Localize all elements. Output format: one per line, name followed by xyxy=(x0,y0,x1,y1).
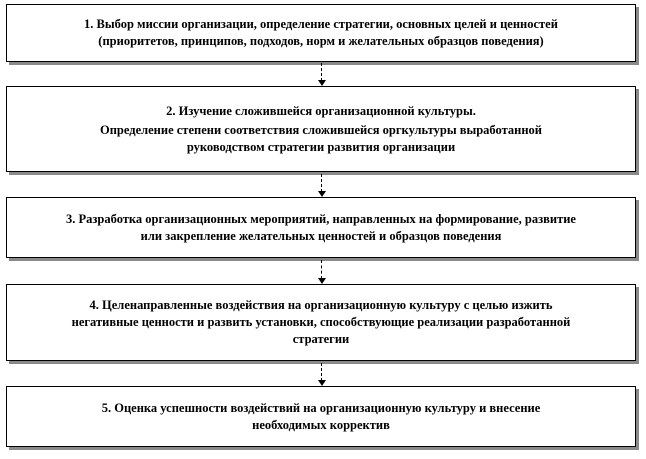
step-4-box xyxy=(6,284,636,361)
step-4-line-3: стратегии xyxy=(292,332,350,346)
step-1-line-2: (приоритетов, принципов, подходов, норм и желательных образцов поведения) xyxy=(98,34,544,48)
flow-arrow-4-to-5 xyxy=(318,363,326,386)
arrow-shaft xyxy=(321,363,322,381)
arrow-shaft xyxy=(321,174,322,192)
step-5-line-1: 5. Оценка успешности воздействий на организационную культуру и внесение xyxy=(101,400,541,415)
step-1-box xyxy=(6,4,636,62)
flow-arrow-2-to-3 xyxy=(318,174,326,197)
step-4-line-1: 4. Целенаправленные воздействия на организационную культуру с целью изжить xyxy=(89,298,553,312)
flow-arrow-3-to-4 xyxy=(318,260,326,284)
arrow-shaft xyxy=(321,63,322,81)
step-4-line-2: негативные ценности и развить установки, способствующие реализации разработанной xyxy=(71,315,571,329)
step-2-line-1: 2. Изучение сложившейся организационной культуры. xyxy=(166,103,476,118)
arrow-shaft xyxy=(321,260,322,279)
step-2-box xyxy=(6,86,636,172)
step-2-line-3: руководством стратегии развития организации xyxy=(186,139,456,154)
step-1-line-1: 1. Выбор миссии организации, определение стратегии, основных целей и ценностей xyxy=(84,17,558,31)
step-5-line-2: необходимых корректив xyxy=(252,417,390,432)
step-3-line-1: 3. Разработка организационных мероприятий, направленных на формирование, развитие xyxy=(66,211,576,226)
flow-arrow-1-to-2 xyxy=(318,63,326,86)
step-3-line-2: или закрепление желательных ценностей и образцов поведения xyxy=(140,228,502,243)
step-3-box xyxy=(6,197,636,258)
step-2-line-2: Определение степени соответствия сложившейся оргкультуры выработанной xyxy=(99,122,543,137)
step-5-box xyxy=(6,386,636,447)
